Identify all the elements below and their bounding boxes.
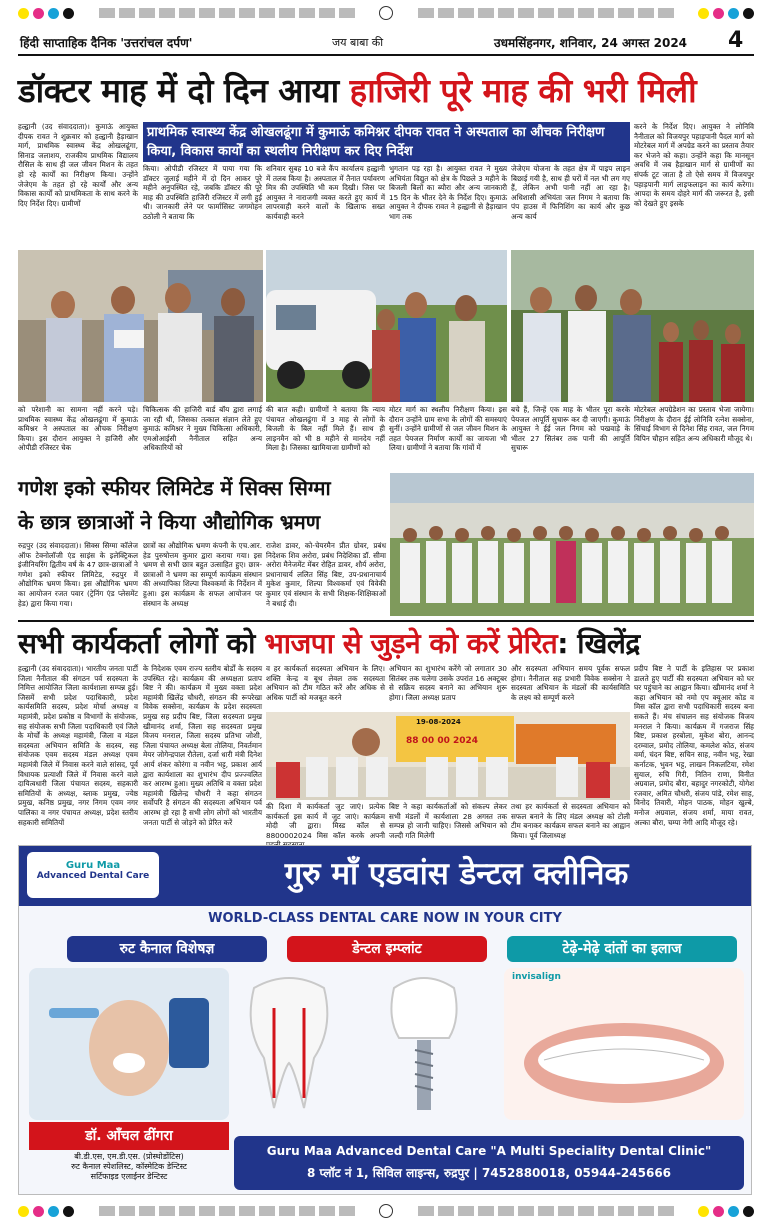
ad-service-implant: डेन्टल इम्प्लांट bbox=[287, 936, 487, 962]
ad-doctor-role2: सर्टिफाइड एलाईनर डेन्टिस्ट bbox=[90, 1172, 168, 1181]
color-dots-right bbox=[698, 8, 754, 19]
story3-headline-end: : खिलेंद्र bbox=[557, 627, 640, 660]
masthead-date: उधमसिंहनगर, शनिवार, 24 अगस्त 2024 bbox=[494, 36, 688, 50]
story2-photo-group bbox=[390, 473, 754, 616]
ad-doctor-name: डॉ. आँचल ढींगरा bbox=[29, 1122, 229, 1150]
story2-column-2: छात्रों का औद्योगिक भ्रमण कंपनी के एच.आर. हेड पुरुषोत्तम कुमार द्वारा कराया गया। इस भ्रमण से सभी छात्र बहुत उत्साहित हुए। छात्र-छात्राओं ने भ्रमण का सम्पूर्ण कार्यक्रम संस्थान की अध्यापिका शिल्पा विश्वकर्मा के निर्देशन में हुआ। इस कार्यक्रम के सफल आयोजन पर संस्थान के अध्यक्ष bbox=[143, 541, 262, 608]
story1-column-1: हल्द्वानी (उद संवाददाता)। कुमाऊं आयुक्त दीपक रावत ने शुक्रवार को हल्द्वानी हैड़ाखान मार्ग, प्राथमिक स्वास्थ्य केंद्र ओखलढूंगा, सिनाड जलाशय, राजकीय प्राथमिक विद्यालय रौसिल के साथ ही जल जीवन मिशन के तहत हो रहे कार्यों का निरीक्षण किया। उन्होंने जेजेएम के तहत हो रहे कार्यों और अन्य विकास कार्यों को प्राथमिकता के साथ करने के दिए निर्देश दिए। ग्रामीणों bbox=[18, 122, 138, 208]
story1-column-3b: की बात कही। ग्रामीणों ने बताया कि न्याय पंचायत ओखलढूंगा में 3 माह से लोगों के बिजली के बिल नहीं मिले हैं। साथ ही लाइनमैन को भी 8 महीने से मानदेय नहीं मिला है। जिसका खामियाजा ग्रामीणों को bbox=[266, 405, 385, 453]
story1-photo-commissioner bbox=[18, 250, 263, 402]
page-number: 4 bbox=[728, 28, 744, 53]
ad-logo-line1: Guru Maa bbox=[65, 860, 121, 871]
story1-column-6: करने के निर्देश दिए। आयुक्त ने लोनिवि नैनीताल को विजयपुर पहाड़पानी पैदल मार्ग को मोटरेबल मार्ग में अपग्रेड करने का प्रस्ताव तैयार कर भेजने को कहा। उन्होंने कहा कि मानसून अवधि में जब हैड़ाखान मार्ग से ग्रामीणों का संपर्क टूट जाता है तो ऐसे समय में विजयपुर पहाड़पानी मार्ग लाइफलाइन का कार्य करेगा। आपदा के समय दोहरे मार्ग की जरूरत है, इसी को देखते हुए इसके bbox=[634, 122, 754, 208]
ad-address-phone: 8 प्लॉट नं 1, सिविल लाइन्स, रुद्रपुर | 7452880018, 05944-245666 bbox=[306, 1166, 672, 1180]
ad-tagline: WORLD-CLASS DENTAL CARE NOW IN YOUR CITY bbox=[208, 911, 562, 926]
ad-doctor-role1: रुट कैनाल स्पेशलिस्ट, कॉस्मेटिक डेन्टिस्ट bbox=[71, 1162, 187, 1171]
story2-headline-line2: के छात्र छात्राओं ने किया औद्योगिक भ्रमण bbox=[18, 510, 321, 534]
story3-column-3b: की दिशा में कार्यकर्ता जुट जाएं। प्रत्येक कार्यकर्ता इस कार्य में जुट जाएं। कार्यक्रम मोदी जी द्वारा। मिस्ड कॉल से 8800002024 मिस कॉल करके अपनी bbox=[266, 802, 385, 840]
ad-image-dental-chair bbox=[29, 968, 229, 1120]
story3-column-4: अभियान का शुभारंभ करेंगे जो लगातार 30 सितंबर तक चलेगा उसके उपरांत 16 अक्टूबर से सक्रिय सदस्य बनाने का अभियान शुरू होगा। जिला अध्यक्ष प्रताप bbox=[389, 664, 507, 702]
banner-date: 19-08-2024 bbox=[416, 718, 461, 726]
ad-doctor-details bbox=[29, 1152, 229, 1182]
story1-headline bbox=[18, 66, 754, 116]
gray-bar-right bbox=[418, 8, 674, 18]
story3-column-5: और सदस्यता अभियान समय पूर्वक सफल होगा। नैनीताल सह प्रभारी विवेक सक्सेना ने सदस्यता अभियान के मंडलों की कार्यसमिति के लक्ष्य को सम्पूर्ण करने bbox=[511, 664, 630, 702]
story2-headline-line1: गणेश इको स्फीयर लिमिटेड में सिक्स सिग्मा bbox=[18, 476, 331, 500]
story1-headline-red: हाजिरी पूरे माह की भरी मिली bbox=[349, 71, 697, 110]
story1-column-4b: मोटर मार्ग का स्थलीय निरीक्षण किया। इस दौरान उन्होंने ग्राम सभा के लोगों की समस्याएं सुनीं। उन्होंने ग्रामीणों से जल जीवन मिशन के तहत पेयजल निर्माण कार्यों का जायजा भी लिया। ग्रामीणों ने बताया कि गांवों में bbox=[389, 405, 507, 453]
story2-headline bbox=[18, 471, 388, 539]
ad-service-alignment: टेढ़े-मेढ़े दांतों का इलाज bbox=[507, 936, 737, 962]
story3-column-1: हल्द्वानी (उद संवाददाता)। भारतीय जनता पार्टी जिला नैनीताल की संगठन पर्व सदस्यता के निमित्त आयोजित जिला कार्यशाला सम्पन्न हुई। जिसमें सभी प्रदेश पदाधिकारी, प्रदेश कार्यसमिति सदस्य, प्रदेश मोर्चा अध्यक्ष व महामंत्री, प्रदेश प्रकोष्ठ व विभागों के संयोजक, सह संयोजक सभी जिला पदाधिकारी एवं जिले के मोर्चों के अध्यक्ष महामंत्री, जिला व मंडल सदस्यता अभियान समिति के सदस्य, सह संयोजक एवम सदस्य मंडल अध्यक्ष एवम महामंत्री जिले में निवास करने वाले सांसद, पूर्व विधायक प्रत्याशी जिले में निवास करने वाले दायित्वधारी जिला पंचायत सदस्य, सहकारी समितियों के अध्यक्ष, ब्लाक प्रमुख, ज्येष्ठ प्रमुख, कनिष्ठ प्रमुख, नगर निगम एवम नगर पालिका व नगर पंचायत अध्यक्ष, प्रदेश स्तरीय सहकारी समितियों bbox=[18, 664, 138, 827]
gray-bar-bottom-left bbox=[99, 1206, 355, 1216]
newspaper-title: हिंदी साप्ताहिक दैनिक 'उत्तरांचल दर्पण' bbox=[20, 36, 193, 50]
story1-column-4: भुगतान पड़ रहा है। आयुक्त रावत ने मुख्य अभियंता विद्युत को क्षेत्र के पिछले 3 महीने के बिजली बिलों का ब्यौरा और अन्य जानकारी 15 दिन के भीतर देने के निर्देश दिए। कुमाऊं आयुक्त ने दीपक रावत ने हल्द्वानी से हैड़ाखान भाग तक bbox=[389, 164, 507, 221]
ad-clinic-line: Guru Maa Advanced Dental Care "A Multi Speciality Dental Clinic" bbox=[266, 1144, 712, 1158]
masthead bbox=[18, 28, 754, 56]
story3-headline-red: भाजपा से जुड़ने को करें प्रेरित bbox=[264, 627, 558, 660]
ad-image-aligner bbox=[504, 968, 744, 1120]
story3-headline-black: सभी कार्यकर्ता लोगों को bbox=[18, 627, 255, 660]
masthead-slogan: जय बाबा की bbox=[332, 36, 384, 49]
story1-column-1b: को परेशानी का सामना नहीं करने पड़े। प्राथमिक स्वास्थ्य केंद्र ओखलढूंगा में कुमाऊं कमिश्नर ने अस्पताल का औचक निरीक्षण किया। इस दौरान आयुक्त ने हाजिरी और ओपीडी रजिस्टर चेक bbox=[18, 405, 138, 453]
color-dots-bottom-right bbox=[698, 1206, 754, 1217]
banner-number: 88 00 00 2024 bbox=[406, 736, 479, 746]
registration-mark-icon bbox=[379, 6, 393, 20]
story1-column-5b: बचे हैं, जिन्हें एक माह के भीतर पूरा करके पेयजल आपूर्ति सुचारू कर दी जाएगी। कुमाऊं आयुक्त ने ईई जल निगम को पखवाड़े के भीतर 27 सितंबर तक पानी की आपूर्ति सुचारू bbox=[511, 405, 630, 453]
ad-logo bbox=[27, 852, 159, 898]
story3-column-6: प्रदीप बिष्ट ने पार्टी के इतिहास पर प्रकाश डालते हुए पार्टी की सदस्यता अभियान को घर घर पहुंचाने का आह्वान किया। खीमानंद शर्मा ने कहा अभियान को नमो एप क्यूआर कोड व मिस कॉल द्वारा सभी पदाधिकारी सदस्य बना सकते हैं। मंच संचालन सह संयोजक विजय मनराल ने किया। कार्यक्रम में गजराज सिंह बिष्ट, प्रकाश हरबोला, मुकेश बोरा, आनन्द दरम्वाल, प्रमोद तोलिया, कमलेश कोठ, संजय वर्मा, चंदन बिष्ट, सचिन साह, नवीन भट्ट, रेखा कर्नाटक, भुवन भट्ट, लाखन निकलटिया, रमेश सुयाल, रुचि गिरी, नितिन राणा, विनीत अग्रवाल, प्रमोद बौरा, बहादुर नगरकोटी, योगेश रजवार, अमित चौधरी, संजय पांडे, रमेश साह, विनोद तिवारी, मोहन पाठक, मोहन खुल्बे, मनोज अग्रवाल, संजय शर्मा, माया रावत, अल्का बौरा, चम्पा नेगी आदि मौजूद रहे। bbox=[634, 664, 754, 827]
color-dots-left bbox=[18, 8, 74, 19]
story1-photo-villagers bbox=[266, 250, 507, 402]
ad-image-root-canal-tooth bbox=[234, 968, 344, 1120]
registration-mark-bottom-icon bbox=[379, 1204, 393, 1218]
story1-photo-students bbox=[511, 250, 754, 402]
color-dots-bottom-left bbox=[18, 1206, 74, 1217]
dental-clinic-advertisement bbox=[18, 845, 752, 1195]
ad-invisalign-tag: invisalign bbox=[512, 972, 561, 982]
ad-doctor-degree: बी.डी.एस, एम.डी.एस. (प्रोस्थोडोंटिस) bbox=[74, 1152, 184, 1161]
top-registration-strip bbox=[18, 6, 754, 20]
ad-service-root-canal: रुट कैनाल विशेषज्ञ bbox=[67, 936, 267, 962]
story3-column-5b: तथा हर कार्यकर्ता से सदस्यता अभियान को सफल बनाने के लिए मंडल अध्यक्ष को टोली टीम बनाकर कार्यक्रम सफल बनाने का आह्वान किया। पूर्व जिलाध्यक्ष bbox=[511, 802, 630, 840]
ad-image-implant bbox=[349, 968, 499, 1120]
ad-logo-line2: Advanced Dental Care bbox=[36, 871, 150, 881]
story3-column-4b: बिष्ट ने कहा कार्यकर्ताओं को संकल्प लेकर सभी मंडलों में कार्यशाला 28 अगस्त तक सम्पन्न हो जानी चाहिए। जिससे अभियान को जल्दी गति मिलेगी bbox=[389, 802, 507, 840]
story1-column-5: जेजेएम योजना के तहत क्षेत्र में पाइप लाइन बिछाई गयी है, साथ ही घरों में नल भी लग गए हैं, लेकिन अभी पानी नहीं आ रहा है। अधिशासी अभियंता जल निगम ने बताया कि पंप हाउस में फिनिशिंग का कार्य और कुछ अन्य कार्य bbox=[511, 164, 630, 221]
story3-headline bbox=[18, 620, 754, 666]
gray-bar-bottom-right bbox=[418, 1206, 674, 1216]
story2-column-3: राजेश डावर, को-चेयरमैन प्रीत ग्रोवर, प्रबंध निदेशक शिव अरोरा, प्रबंध निदेशिका डॉ. सीमा अरोरा मैनेजमेंट मेंबर रोहित डावर, शौर्य अरोरा, प्रधानाचार्य ललित सिंह बिष्ट, उप-प्रधानाचार्य मुकेश कुमार, शिल्पा विश्वकर्मा एवं विवेकी कुमार एवं संस्थान के सभी शिक्षक-शिक्षिकाओं ने बधाई दी। bbox=[266, 541, 386, 608]
story3-photo-workshop bbox=[266, 712, 630, 800]
story1-column-2: किया। ओपीडी रजिस्टर में पाया गया कि डॉक्टर जुलाई महीने में दो दिन आकर पूरे महीने अनुपस्थित रहे, जबकि डॉक्टर की पूरे माह की उपस्थिति हाजिरी रजिस्टर में लगी हुई थी। जानकारी लेने पर फार्मासिस्ट जगमोहन ठठोली ने बताया कि bbox=[143, 164, 262, 221]
story1-column-2b: चिकित्सक की हाजिरी वार्ड बॉय द्वारा लगाई जा रही थी, जिसका तत्काल संज्ञान लेते हुए कुमाऊं कमिश्नर ने मुख्य चिकित्सा अधिकारी, एमओआईसी नैनीताल सहित अन्य अधिकारियों को bbox=[143, 405, 262, 453]
gray-bar-left bbox=[99, 8, 355, 18]
ad-title: गुरु माँ एडवांस डेन्टल क्लीनिक bbox=[284, 856, 629, 892]
ad-contact-bar bbox=[234, 1136, 744, 1190]
story1-headline-black: डॉक्टर माह में दो दिन आया bbox=[18, 71, 339, 110]
story1-subhead: प्राथमिक स्वास्थ्य केंद्र ओखलढूंगा में कुमाऊं कमिश्नर दीपक रावत ने अस्पताल का औचक निरीक्षण किया, विकास कार्यों का स्थलीय निरीक्षण कर दिए निर्देश bbox=[143, 122, 630, 162]
story1-column-3: शनिवार सुबह 10 बजे कैंप कार्यालय हल्द्वानी में तलब किया है। अस्पताल में तैनात पर्यावरण मित्र की उपस्थिति भी कम दिखी। जिस पर आयुक्त ने नाराजगी व्यक्त करते हुए कार्य में लापरवाही करने वालों के खिलाफ सख्त कार्यवाही करने bbox=[266, 164, 385, 221]
story3-column-2: के निदेशक एवम राज्य स्तरीय बोर्डों के सदस्य उपस्थित रहे। कार्यक्रम की अध्यक्षता प्रताप बिष्ट ने की। कार्यक्रम में मुख्य वक्ता प्रदेश महामंत्री खिलेंद्र चौधरी, संगठन की रूपरेखा विवेक सक्सेना, कार्यक्रम के प्रदेश सदस्यता प्रमुख सह प्रदीप बिष्ट, जिला सदस्यता प्रमुख खीमानंद शर्मा, जिला सह सदस्यता प्रमुख विजय मनराल, जिला सदस्य प्रतिभा जोशी, जिला पंचायत अध्यक्ष बेला तोलिया, निवर्तमान मेयर जोगेन्द्रपाल रौतेला, दर्जा धारी मंत्री दिनेश आर्य शंकर कोरंगा व नवीन भट्ट, प्रकाश आर्य द्वारा कार्यशाला का शुभारंभ दीप प्रज्ज्वलित कर आरम्भ हुआ। मुख्य अतिथि व वक्ता प्रदेश महामंत्री खिलेन्द्र चौधरी ने कहा संगठन सर्वोपरि है संगठन की सदस्यता अभियान पर्व आरम्भ हो रहा है सभी लोग लोगों को भारतीय जनता पार्टी से जोड़ने को प्रेरित करें bbox=[143, 664, 262, 827]
bottom-registration-strip bbox=[18, 1204, 754, 1218]
story1-column-6b: मोटरेबल अपग्रेडेशन का प्रस्ताव भेजा जायेगा। निरीक्षण के दौरान ईई लोनिवि रत्नेश सक्सेना, सिंचाई विभाग से दिनेश सिंह रावत, जल निगम विपिन चौहान सहित अन्य अधिकारी मौजूद थे। bbox=[634, 405, 754, 443]
story2-column-1: रुद्रपुर (उद संवाददाता)। सिक्स सिग्मा कॉलेज ऑफ टेक्नोलॉजी एंड साइंस के इलेक्ट्रिकल इंजीनियरिंग द्वितीय वर्ष के 47 छात्र-छात्राओं ने गणेश इको स्फीयर लिमिटेड, रुद्रपुर में औद्योगिक भ्रमण किया। इस औद्योगिक भ्रमण का आयोजन रजत पवार (ट्रेनिंग एंड प्लेसमेंट हेड) द्वारा किया गया। bbox=[18, 541, 138, 608]
story3-column-3: व हर कार्यकर्ता सदस्यता अभियान के लिए। शक्ति केन्द्र व बूथ लेवल तक सदस्यता अभियान को टीम गठित करें और अधिक से अधिक पार्टी को मजबूत करने bbox=[266, 664, 385, 702]
